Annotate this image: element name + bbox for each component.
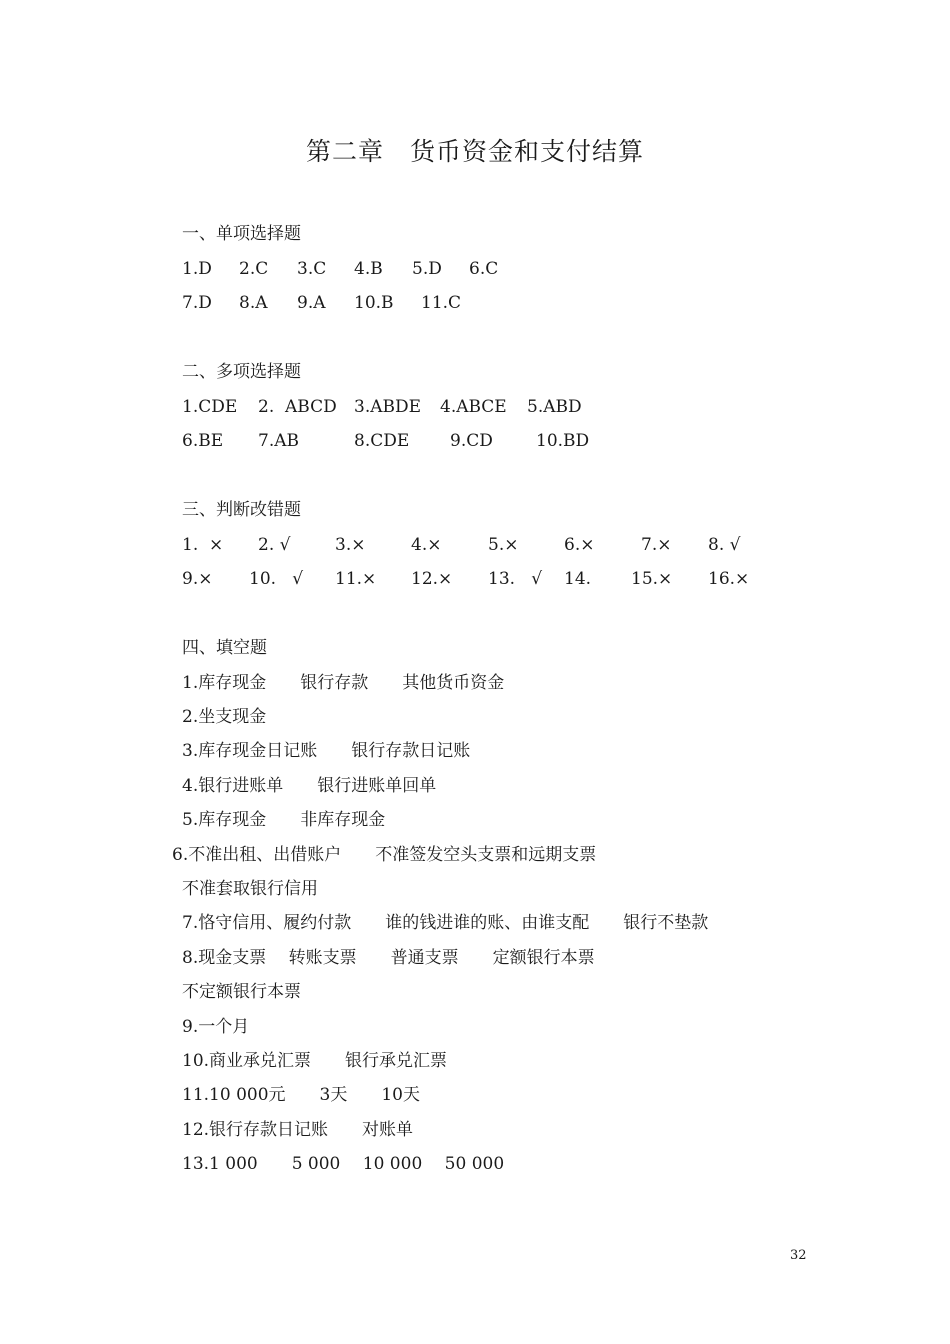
answer-item: 3.ABDE: [354, 397, 422, 417]
answer-row: [182, 569, 802, 589]
answer-item: 7.D: [182, 293, 212, 313]
fill-answer-line: 不定额银行本票: [182, 982, 301, 1002]
answer-item: 5.×: [488, 535, 519, 555]
fill-answer-line: 12.银行存款日记账 对账单: [182, 1120, 414, 1140]
fill-answer-line: 3.库存现金日记账 银行存款日记账: [182, 741, 471, 761]
answer-item: 10.BD: [536, 431, 590, 451]
fill-answer-line: 不准套取银行信用: [182, 879, 318, 899]
answer-row: [182, 293, 782, 313]
answer-item: 16.×: [708, 569, 750, 589]
fill-answer-line: 13.1 000 5 000 10 000 50 000: [182, 1154, 505, 1174]
answer-item: 3.×: [335, 535, 366, 555]
section-heading-true-false: 三、判断改错题: [182, 500, 301, 520]
answer-item: 9.×: [182, 569, 213, 589]
answer-item: 11.×: [335, 569, 377, 589]
fill-answer-line: 2.坐支现金: [182, 707, 267, 727]
answer-item: 6.×: [564, 535, 595, 555]
answer-row: [182, 535, 802, 555]
answer-item: 8.CDE: [354, 431, 410, 451]
answer-item: 6.BE: [182, 431, 224, 451]
answer-item: 15.×: [631, 569, 673, 589]
answer-item: 8. √: [708, 535, 741, 555]
answer-item: 8.A: [239, 293, 268, 313]
chapter-title: 第二章 货币资金和支付结算: [305, 137, 644, 166]
fill-answer-line: 4.银行进账单 银行进账单回单: [182, 776, 437, 796]
answer-item: 9.A: [297, 293, 326, 313]
answer-item: 13. √: [488, 569, 543, 589]
fill-answer-line: 9.一个月: [182, 1017, 250, 1037]
answer-row: [182, 431, 782, 451]
answer-item: 1.D: [182, 259, 212, 279]
answer-item: 5.D: [412, 259, 442, 279]
fill-answer-line: 6.不准出租、出借账户 不准签发空头支票和远期支票: [172, 845, 597, 865]
section-heading-single-choice: 一、单项选择题: [182, 224, 301, 244]
answer-item: 2.C: [239, 259, 269, 279]
answer-item: 4.×: [411, 535, 442, 555]
answer-item: 1.CDE: [182, 397, 238, 417]
answer-item: 3.C: [297, 259, 327, 279]
answer-row: [182, 259, 782, 279]
fill-answer-line: 8.现金支票 转账支票 普通支票 定额银行本票: [182, 948, 595, 968]
answer-item: 12.×: [411, 569, 453, 589]
answer-item: 4.ABCE: [440, 397, 507, 417]
answer-item: 9.CD: [450, 431, 493, 451]
answer-item: 7.×: [641, 535, 672, 555]
answer-item: 2. ABCD: [258, 397, 337, 417]
answer-item: 11.C: [421, 293, 462, 313]
fill-answer-line: 5.库存现金 非库存现金: [182, 810, 386, 830]
answer-item: 7.AB: [258, 431, 299, 451]
page-number: 32: [790, 1248, 807, 1263]
answer-item: 10. √: [249, 569, 304, 589]
answer-item: 14.: [564, 569, 592, 589]
fill-answer-line: 11.10 000元 3天 10天: [182, 1085, 420, 1105]
answer-item: 2. √: [258, 535, 291, 555]
fill-answer-line: 10.商业承兑汇票 银行承兑汇票: [182, 1051, 448, 1071]
fill-answer-line: 7.恪守信用、履约付款 谁的钱进谁的账、由谁支配 银行不垫款: [182, 913, 709, 933]
answer-item: 4.B: [354, 259, 383, 279]
answer-row: [182, 397, 782, 417]
answer-item: 6.C: [469, 259, 499, 279]
section-heading-fill-blank: 四、填空题: [182, 638, 267, 658]
answer-item: 1. ×: [182, 535, 224, 555]
answer-item: 5.ABD: [527, 397, 582, 417]
fill-answer-line: 1.库存现金 银行存款 其他货币资金: [182, 673, 505, 693]
section-heading-multi-choice: 二、多项选择题: [182, 362, 301, 382]
answer-item: 10.B: [354, 293, 394, 313]
